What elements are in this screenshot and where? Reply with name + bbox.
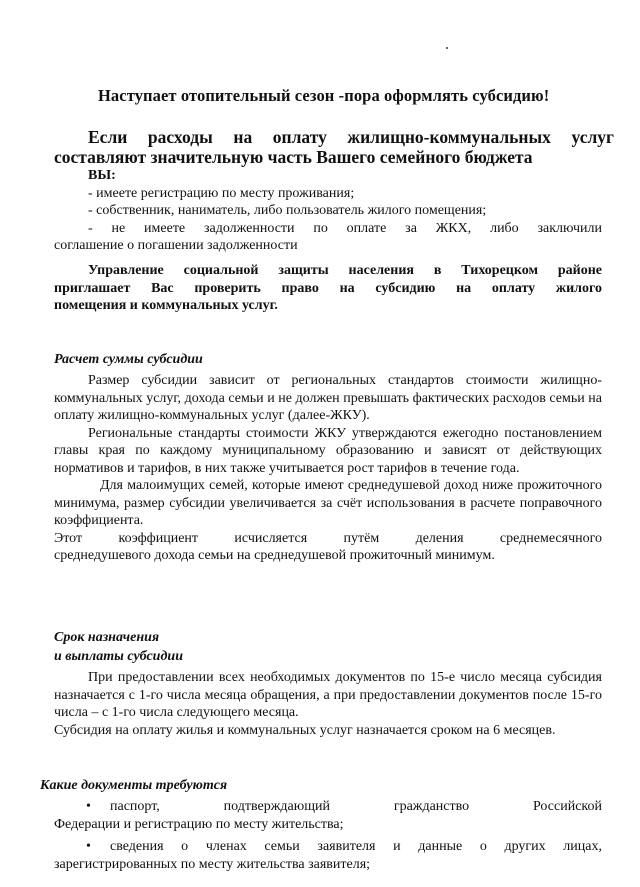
- invite-block: [54, 262, 602, 315]
- term-block: [54, 669, 602, 739]
- docs-item-1-line-1: паспорт, подтверждающий гражданство Российской: [110, 799, 602, 814]
- section-heading-term-2: и выплаты субсидии: [54, 649, 183, 664]
- section-heading-docs: Какие документы требуются: [40, 778, 228, 793]
- calc-paragraph: Для малоимущих семей, которые имеют среднедушевой доход ниже прожиточного минимума, размер субсидии увеличивается за счёт использования в расчете поправочного коэффициента.: [54, 478, 602, 528]
- lead-line-2: составляют значительную часть Вашего семейного бюджета: [54, 147, 533, 167]
- docs-list-item: [54, 798, 602, 833]
- document-title: Наступает отопительный сезон -пора оформлять субсидию!: [98, 86, 550, 105]
- docs-list-item: [54, 838, 602, 873]
- calc-paragraph: Региональные стандарты стоимости ЖКУ утверждаются ежегодно постановлением главы края по каждому муниципальному образованию и зависят от действующих нормативов и тарифов, в них также учитывается рост тарифов в течение года.: [54, 425, 602, 476]
- section-heading-calc: Расчет суммы субсидии: [54, 352, 203, 367]
- docs-item-2-line-2: зарегистрированных по месту жительства заявителя;: [54, 856, 371, 872]
- calc-paragraph-4a: Этот коэффициент исчисляется путём деления среднемесячного: [54, 530, 602, 546]
- condition-item: - собственник, наниматель, либо пользователь жилого помещения;: [88, 203, 487, 218]
- invite-line-3: помещения и коммунальных услуг.: [54, 298, 278, 313]
- docs-item-1-line-2: Федерации и регистрацию по месту жительства;: [54, 816, 344, 832]
- speck-mark: [446, 47, 448, 49]
- calc-paragraph: Размер субсидии зависит от региональных стандартов стоимости жилищно-коммунальных услуг, дохода семьи и не должен превышать фактических расходов семьи на оплату жилищно-коммунальных услуг (далее-ЖКУ).: [54, 373, 602, 423]
- condition-item: соглашение о погашении задолженности: [54, 238, 298, 253]
- invite-line-1: Управление социальной защиты населения в Тихорецком районе: [88, 263, 602, 278]
- calc-paragraph-4b: среднедушевого дохода семьи на среднедушевой прожиточный минимум.: [54, 548, 495, 563]
- condition-item: - имеете регистрацию по месту проживания;: [88, 185, 355, 201]
- bullet-icon: •: [86, 839, 91, 854]
- docs-item-2-line-1: сведения о членах семьи заявителя и данные о других лицах,: [110, 839, 602, 854]
- term-paragraph: При предоставлении всех необходимых документов по 15-е число месяца субсидия назначается с 1-го числа месяца обращения, а при предоставлении документов после 15-го числа – с 1-го числа следующего месяца.: [54, 670, 602, 720]
- term-paragraph: Субсидия на оплату жилья и коммунальных услуг назначается сроком на 6 месяцев.: [54, 722, 556, 738]
- conditions-vy: ВЫ:: [88, 168, 116, 183]
- lead-heading: [54, 127, 614, 167]
- lead-line-1: Если расходы на оплату жилищно-коммунальных услуг: [88, 127, 614, 147]
- bullet-icon: •: [86, 799, 91, 814]
- condition-item: - не имеете задолженности по оплате за ЖКХ, либо заключили: [88, 220, 602, 236]
- section-heading-term-1: Срок назначения: [54, 630, 160, 645]
- invite-line-2: приглашает Вас проверить право на субсидию на оплату жилого: [54, 280, 602, 296]
- calc-block: [54, 372, 602, 565]
- conditions-block: [54, 167, 602, 255]
